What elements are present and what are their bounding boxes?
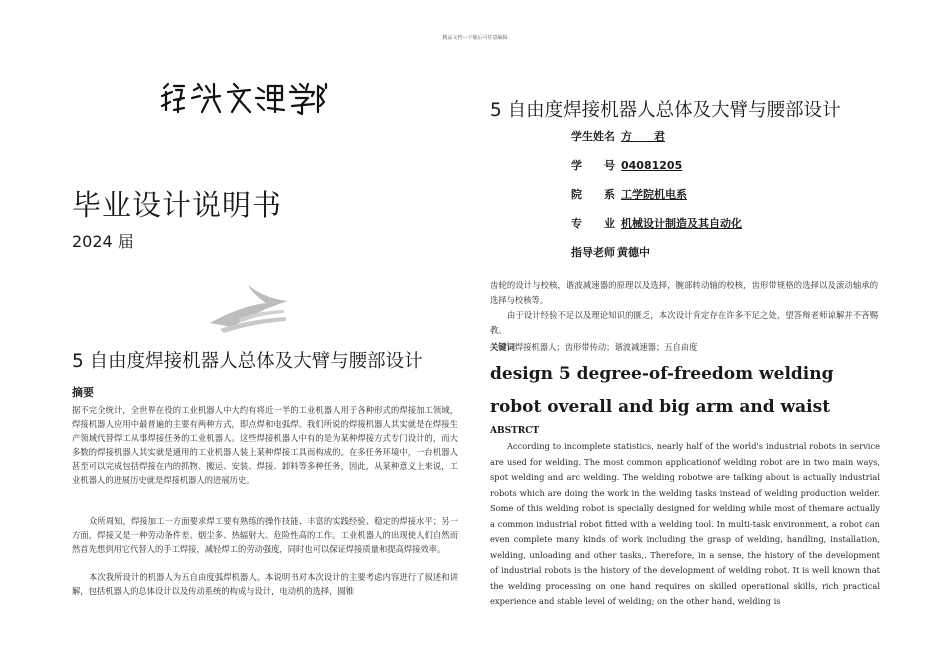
english-abstract-paragraph: According to incomplete statistics, nearly half of the world's industrial robots in service are used for welding. The most common applicationof welding robot are in two main ways, spot welding and arc welding. The welding robotwe are talking about is actually industrial robots which are doing the work in the welding tasks instead of welding production welder. Some of this welding robot is specially designed for welding while most of themare actually a common industrial robot fitted with a welding tool. In multi-task environment, a robot can even complete many kinds of work including the grasp of welding, handling, installation, welding, unloading and other tasks,. Therefore, in a sense, the history of the development of industrial robots is the history of the development of welding robot. It is well known that the welding processing on one hand requires on skilled operational skills, rich practical experience and stable level of welding; on the other hand, welding is <box>490 441 880 606</box>
english-title: design 5 degree-of-freedom welding robot overall and big arm and waist <box>490 364 834 417</box>
info-value: 黄德中 <box>617 246 650 259</box>
info-label: 指导老师 <box>571 246 615 259</box>
left-thesis-title: 5 自由度焊接机器人总体及大臂与腰部设计 <box>72 351 423 372</box>
info-label: 院 系 <box>571 188 615 201</box>
info-value: 工学院机电系 <box>621 188 687 201</box>
info-student-name <box>571 128 665 144</box>
english-abstract-heading: ABSTRCT <box>490 426 540 436</box>
university-calligraphy-logo <box>158 80 328 118</box>
right-thesis-title: 5 自由度焊接机器人总体及大臂与腰部设计 <box>490 100 841 121</box>
info-department <box>571 186 687 202</box>
info-student-id <box>571 157 682 173</box>
keywords-line <box>490 341 697 353</box>
info-value: 04081205 <box>621 159 683 172</box>
university-emblem-icon <box>208 283 290 335</box>
info-value: 机械设计制造及其自动化 <box>621 217 742 230</box>
graduation-year: 2024 届 <box>72 232 134 251</box>
info-major <box>571 215 742 231</box>
abstract-continuation-paragraph: 齿轮的设计与校核，谐波减速器的原理以及选择，腕部转动轴的校核，齿形带规格的选择以及滚动轴承的选择与校核等。 <box>490 280 878 305</box>
keywords-text: 焊接机器人；齿形带传动；谐波减速器；五自由度 <box>514 342 698 352</box>
info-label: 专 业 <box>571 217 615 230</box>
info-advisor <box>571 244 650 260</box>
page-watermark: 精品文档---下载后可任意编辑 <box>442 35 508 41</box>
info-label: 学 号 <box>571 159 615 172</box>
info-value: 方 君 <box>621 130 665 143</box>
abstract-heading: 摘要 <box>72 386 94 399</box>
info-label: 学生姓名 <box>571 130 615 143</box>
document-title: 毕业设计说明书 <box>72 188 283 222</box>
abstract-paragraph-2: 众所周知，焊接加工一方面要求焊工要有熟练的操作技能、丰富的实践经验、稳定的焊接水平；另一方面，焊接又是一种劳动条件差、烟尘多、热辐射大、危险性高的工作。工业机器人的出现使人们自然而然首先想到用它代替人的手工焊接，减轻焊工的劳动强度，同时也可以保证焊接质量和提高焊接效率。 <box>72 516 458 554</box>
abstract-paragraph-1: 据不完全统计，全世界在役的工业机器人中大约有将近一半的工业机器人用于各种形式的焊接加工领域，焊接机器人应用中最普遍的主要有两种方式，即点焊和电弧焊。我们所说的焊接机器人其实就是在焊接生产领域代替焊工从事焊接任务的工业机器人。这些焊接机器人中有的是为某种焊接方式专门设计的，而大多数的焊接机器人其实就是通用的工业机器人装上某种焊接工具而构成的。在多任务环境中，一台机器人甚至可以完成包括焊接在内的抓物、搬运、安装、焊接、卸料等多种任务，因此，从某种意义上来说，工业机器人的进展历史就是焊接机器人的进展历史。 <box>72 405 458 485</box>
abstract-closing-paragraph: 由于设计经验不足以及理论知识的匮乏，本次设计肯定存在许多不足之处，望答辩老师谅解并不吝赐教。 <box>490 310 878 335</box>
keywords-label: 关键词 <box>490 342 515 352</box>
abstract-paragraph-3: 本次我所设计的机器人为五自由度弧焊机器人。本说明书对本次设计的主要考虑内容进行了叙述和讲解，包括机器人的总体设计以及传动系统的构成与设计，电动机的选择，圆锥 <box>72 572 458 596</box>
